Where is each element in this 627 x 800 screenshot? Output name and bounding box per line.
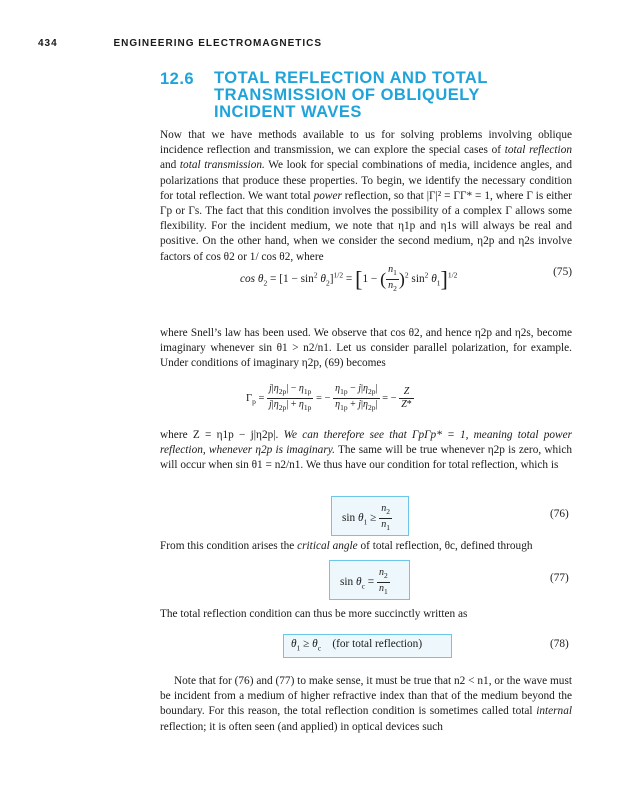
section-number: 12.6 — [160, 70, 195, 88]
paragraph-4: From this condition arises the critical angle of total reflection, θc, defined through — [160, 540, 533, 552]
equation-number-76: (76) — [550, 508, 569, 520]
equation-number: (75) — [553, 266, 572, 278]
equation-69-rewritten: $\Gamma_p$ = $\frac{j|\eta_{2p}| - \eta_{1p}}{j|\eta_{2p}| + \eta_{1p}}$ = − $\frac{\eta_{1p} - j|\eta_{2p}|}{\eta_{1p} + j|\eta_{2p}|}$ = − $\frac{Z}{Z*}$ — [246, 383, 412, 412]
page-number: 434 — [38, 38, 58, 49]
equation-77-box: $\sin \theta_c$ = $\frac{n_2}{n_1}$ — [329, 560, 410, 600]
equation-75: $\cos \theta_2 = [1 - \sin^2 \theta_2]^{1/2} = [1$ − ( $\frac{n_1}{n_2}$ )$^2$ $\sin^2 \theta_1]^{1/2}$ (75) — [240, 264, 572, 293]
equation-78-text: (for total reflection) — [332, 638, 423, 650]
paragraph-5: The total reflection condition can thus be more succinctly written as — [160, 608, 468, 620]
equation-78-box: $\theta_1 \ge \theta_c$ (for total reflection) — [283, 634, 452, 658]
equation-number-78: (78) — [550, 638, 569, 650]
running-title: ENGINEERING ELECTROMAGNETICS — [113, 38, 323, 49]
paragraph-6: Note that for (76) and (77) to make sense, it must be true that n2 < n1, or the wave must be incident from a medium of higher refractive index than that of the medium beyond the boundary. For this reason, the total reflection condition is sometimes called total internal reflection; it is often seen (and applied) in optical devices such — [160, 675, 572, 733]
paragraph-1: Now that we have methods available to us for solving problems involving oblique incidence reflection and transmission, we can explore the special cases of total reflection and total transmission. We look for special combinations of media, incidence angles, and polarizations that produce these properties. To begin, we identify the necessary condition for total reflection. We want total power reflection, so that |Γ|² = ΓΓ* = 1, where Γ is either Γp or Γs. The fact that this condition involves the possibility of a complex Γ allows some flexibility. For the incident medium, we note that η1p and η1s will always be real and positive. On the other hand, when we consider the second medium, η2p and η2s involve factors of cos θ2 or 1/ cos θ2, where — [160, 129, 572, 263]
paragraph-3: where Z = η1p − j|η2p|. We can therefore see that ΓpΓp* = 1, meaning total power reflection, whenever η2p is imaginary. The same will be true whenever η2p is zero, which will occur when sin θ1 = n2/n1. We thus have our condition for total reflection, which is — [160, 429, 572, 472]
equation-number-77: (77) — [550, 572, 569, 584]
paragraph-2: where Snell’s law has been used. We observe that cos θ2, and hence η2p and η2s, become imaginary whenever sin θ1 > n2/n1. Let us consider parallel polarization, for example. Under conditions of imaginary η2p, (69) becomes — [160, 327, 572, 370]
equation-76-box: $\sin \theta_1$ ≥ $\frac{n_2}{n_1}$ — [331, 496, 409, 536]
section-title: TOTAL REFLECTION AND TOTAL TRANSMISSION OF OBLIQUELY INCIDENT WAVES — [214, 69, 488, 121]
running-header — [38, 38, 322, 49]
